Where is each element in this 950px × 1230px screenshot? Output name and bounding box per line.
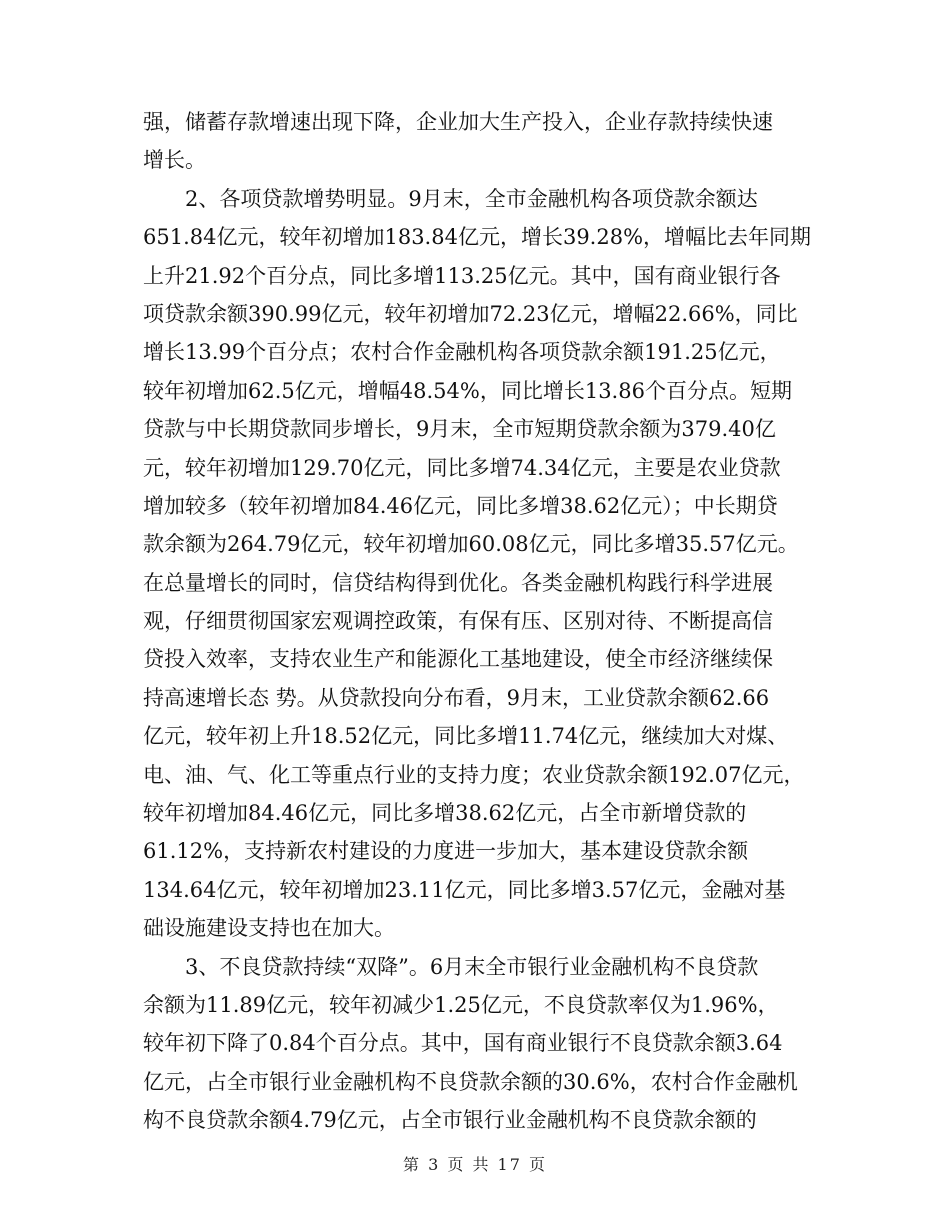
paragraph-loans	[143, 180, 815, 948]
text-line: 增长13.99个百分点；农村合作金融机构各项贷款余额191.25亿元，	[143, 340, 781, 365]
text-line: 贷投入效率，支持农业生产和能源化工基地建设，使全市经济继续保	[143, 647, 773, 672]
text-line: 较年初增加84.46亿元，同比多增38.62亿元，占全市新增贷款的	[143, 801, 747, 826]
text-line: 电、油、气、化工等重点行业的支持力度；农业贷款余额192.07亿元，	[143, 762, 805, 787]
text-line: 增加较多（较年初增加84.46亿元，同比多增38.62亿元）；中长期贷	[143, 493, 778, 518]
text-line: 651.84亿元，较年初增加183.84亿元，增长39.28%，增幅比去年同期	[143, 225, 812, 250]
text-line: 亿元，占全市银行业金融机构不良贷款余额的30.6%，农村合作金融机	[143, 1069, 798, 1094]
text-line: 余额为11.89亿元，较年初减少1.25亿元，不良贷款率仅为1.96%，	[143, 992, 779, 1017]
text-line: 元，较年初增加129.70亿元，同比多增74.34亿元，主要是农业贷款	[143, 455, 781, 480]
text-line: 构不良贷款余额4.79亿元，占全市银行业金融机构不良贷款余额的	[143, 1108, 757, 1133]
text-line: 3、不良贷款持续“双降”。6月末全市银行业金融机构不良贷款	[143, 954, 759, 979]
text-line: 亿元，较年初上升18.52亿元，同比多增11.74亿元，继续加大对煤、	[143, 724, 789, 749]
text-line: 较年初下降了0.84个百分点。其中，国有商业银行不良贷款余额3.64	[143, 1031, 783, 1056]
text-line: 款余额为264.79亿元，较年初增加60.08亿元，同比多增35.57亿元。	[143, 532, 799, 557]
paragraph-deposits-tail	[143, 103, 815, 180]
paragraph-nonperforming-loans	[143, 948, 815, 1140]
text-line: 134.64亿元，较年初增加23.11亿元，同比多增3.57亿元，金融对基	[143, 877, 786, 902]
text-line: 贷款与中长期贷款同步增长，9月末，全市短期贷款余额为379.40亿	[143, 417, 776, 442]
page-number-footer: 第 3 页 共 17 页	[403, 1155, 547, 1174]
text-line: 在总量增长的同时，信贷结构得到优化。各类金融机构践行科学进展	[143, 570, 773, 595]
text-line: 持高速增长态 势。从贷款投向分布看，9月末，工业贷款余额62.66	[143, 685, 770, 710]
text-line: 础设施建设支持也在加大。	[143, 916, 395, 941]
text-line: 61.12%，支持新农村建设的力度进一步加大，基本建设贷款余额	[143, 839, 749, 864]
text-line: 强，储蓄存款增速出现下降，企业加大生产投入，企业存款持续快速	[143, 110, 773, 134]
document-body	[143, 103, 815, 1140]
text-line: 项贷款余额390.99亿元，较年初增加72.23亿元，增幅22.66%，同比	[143, 301, 798, 326]
text-line: 观，仔细贯彻国家宏观调控政策，有保有压、区别对待、不断提高信	[143, 609, 773, 634]
text-line: 上升21.92个百分点，同比多增113.25亿元。其中，国有商业银行各	[143, 263, 781, 288]
text-line: 较年初增加62.5亿元，增幅48.54%，同比增长13.86个百分点。短期	[143, 378, 792, 403]
text-line: 2、各项贷款增势明显。9月末，全市金融机构各项贷款余额达	[143, 186, 758, 211]
text-line: 增长。	[143, 148, 206, 173]
